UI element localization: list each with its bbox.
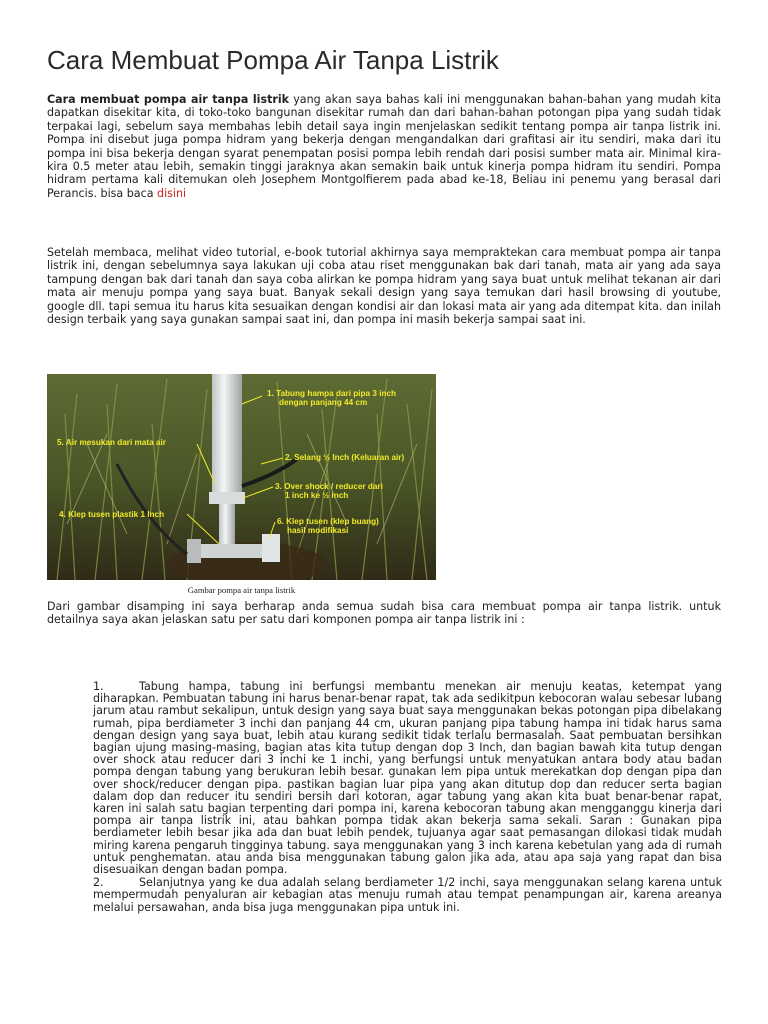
photo-label-3b: 1 inch ke ½ inch bbox=[285, 491, 349, 500]
list-item-number: 1. bbox=[93, 680, 104, 693]
paragraph-components-intro: Dari gambar disamping ini saya berharap anda semua sudah bisa cara membuat pompa air tanpa listrik. untuk detailnya saya akan jelaskan satu per satu dari komponen pompa air tanpa listrik ini : bbox=[47, 600, 721, 627]
photo-label-5: 5. Air mesukan dari mata air bbox=[57, 438, 166, 447]
intro-text: yang akan saya bahas kali ini menggunakan bahan-bahan yang mudah kita dapatkan disekitar kita, di toko-toko bangunan disekitar rumah dan dari bahan-bahan potongan pipa yang sudah tidak terpakai lagi, sebelum saya membahas lebih detail saya ingin menjelaskan sedikit tentang pompa air tanpa listrik ini. Pompa ini disebut juga pompa hidram yang bekerja dengan mengandalkan dari grafitasi air itu sendiri, maka dari itu pompa ini bisa bekerja dengan syarat penempatan posisi pompa lebih rendah dari posisi sumber mata air. Minimal kira-kira 0.5 meter atau lebih, semakin tinggi jaraknya akan semakin baik untuk kinerja pompa hidram itu sendiri. Pompa hidram pertama kali ditemukan oleh Josephem Montgolfierem pada abad ke-18, Beliau ini penemu yang berasal dari Perancis. bisa baca bbox=[47, 93, 721, 200]
page-title: Cara Membuat Pompa Air Tanpa Listrik bbox=[47, 45, 499, 75]
photo-label-6: 6. Klep tusen (klep buang) bbox=[277, 517, 379, 526]
component-list bbox=[93, 681, 722, 915]
paragraph-research: Setelah membaca, melihat video tutorial, e-book tutorial akhirnya saya mempraktekan cara membuat pompa air tanpa listrik ini, dengan sebelumnya saya lakukan uji coba atau riset menggunakan bak dari tanah, mata air yang ada saya tampung dengan bak dari tanah dan saya coba alirkan ke pompa hidram yang saya buat untuk melihat tekanan air dari mata air menuju pompa yang saya buat. Banyak sekali design yang saya temukan dari hasil browsing di youtube, google dll. tapi semua itu harus kita sesuaikan dengan kondisi air dan lokasi mata air yang ada ditempat kita. dan inilah design terbaik yang saya gunakan sampai saat ini, dan pompa ini masih bekerja sampai saat ini. bbox=[47, 246, 721, 327]
photo-label-2: 2. Selang ½ Inch (Keluaran air) bbox=[285, 453, 405, 462]
pump-photo bbox=[47, 374, 436, 580]
list-item bbox=[93, 877, 722, 914]
figure-caption: Gambar pompa air tanpa listrik bbox=[187, 585, 296, 595]
list-item bbox=[93, 681, 722, 876]
photo-label-4: 4. Klep tusen plastik 1 Inch bbox=[59, 510, 165, 519]
intro-bold-lead: Cara membuat pompa air tanpa listrik bbox=[47, 93, 290, 106]
photo-label-1: 1. Tabung hampa dari pipa 3 inch bbox=[267, 389, 397, 398]
photo-label-3: 3. Over shock / reducer dari bbox=[275, 482, 383, 491]
photo-label-6b: hasil modifikasi bbox=[287, 526, 349, 535]
photo-label-1b: dengan panjang 44 cm bbox=[279, 398, 368, 407]
disini-link[interactable]: disini bbox=[157, 186, 187, 200]
list-item-text: Tabung hampa, tabung ini berfungsi membantu menekan air menuju keatas, ketempat yang diharapkan. Pembuatan tabung ini harus benar-benar rapat, tak ada sedikitpun kebocoran walau sebesar lubang jarum atau rambut sekalipun, untuk design yang saya buat saya menggunakan bekas potongan pipa dibelakang rumah, pipa berdiameter 3 inchi dan panjang 44 cm, ukuran panjang pipa tabung hampa ini tidak harus sama dengan design yang saya buat, lebih atau kurang sedikit tidak terlalu bermasalah. Saat pembuatan bersihkan bagian ujung masing-masing, bagian atas kita tutup dengan dop 3 Inch, dan bagian bawah kita tutup dengan over shock atau reducer dari 3 inchi ke 1 inchi, yang berfungsi untuk menyatukan antara body atau badan pompa dengan tabung yang berukuran lebih besar. gunakan lem pipa untuk merekatkan dop dengan pipa dan over shock/reducer dengan pipa. pastikan bagian luar pipa yang akan ditutup dop dan reducer serta bagian dalam dop dan reducer itu sendiri bersih dari kotoran, agar tabung yang akan kita buat benar-benar rapat, karen ini salah satu bagian terpenting dari pompa ini, karena kebocoran tabung akan mengganggu kinerja dari pompa air tanpa listrik ini, atau bahkan pompa tidak akan bekerja sama sekali. Saran : Gunakan pipa berdiameter lebih besar jika ada dan buat lebih pendek, tujuanya agar saat pemasangan dilokasi tidak mudah miring karena pengaruh tingginya tabung. saya menggunakan yang 3 inch karena kebetulan yang ada di rumah untuk penghematan. atau anda bisa menggunakan tabung galon jika ada, atau apa saja yang rapat dan bisa disesuaikan dengan badan pompa. bbox=[93, 680, 722, 877]
intro-paragraph bbox=[47, 93, 721, 200]
list-item-number: 2. bbox=[93, 876, 104, 890]
list-item-text: Selanjutnya yang ke dua adalah selang berdiameter 1/2 inchi, saya menggunakan selang karena untuk mempermudah penyaluran air kebagian atas menuju rumah atau tempat penampungan air, karena areanya melalui persawahan, anda bisa juga menggunakan pipa untuk ini. bbox=[93, 876, 722, 914]
